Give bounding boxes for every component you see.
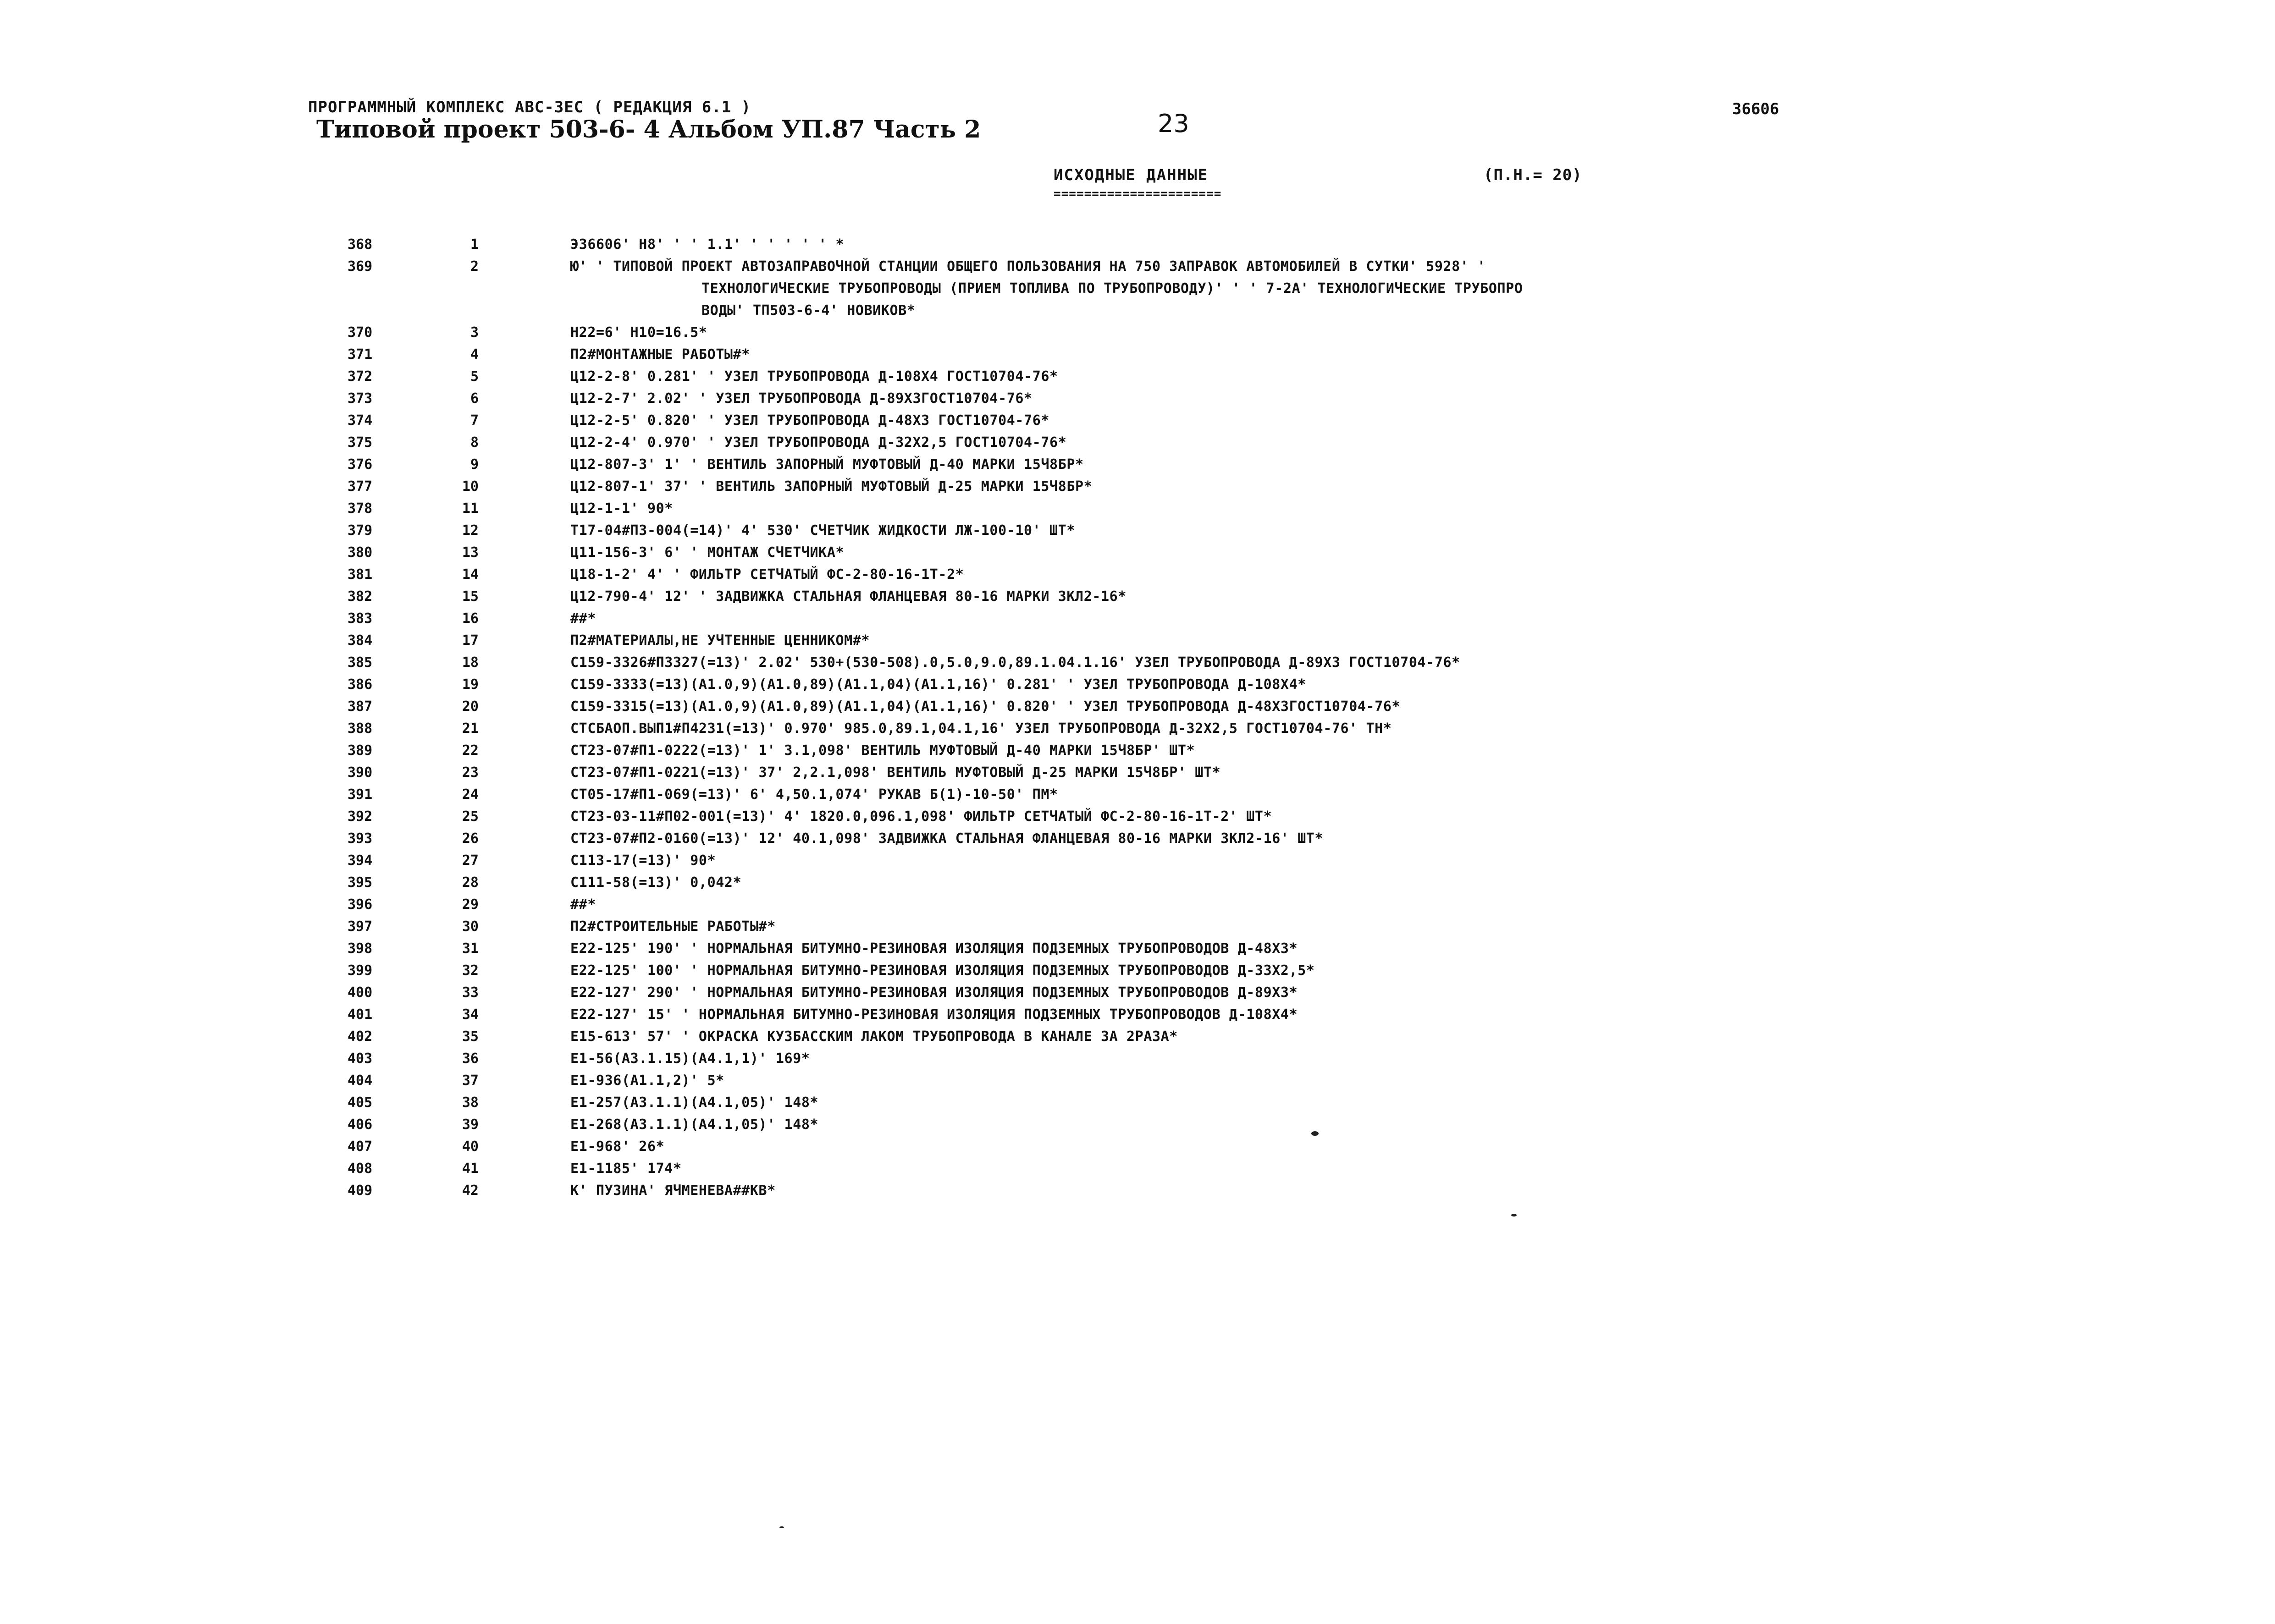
row-text: Е22-127' 15' ' НОРМАЛЬНАЯ БИТУМНО-РЕЗИНОВАЯ ИЗОЛЯЦИЯ ПОДЗЕМНЫХ ТРУБОПРОВОДОВ Д-108Х4* [570, 1007, 1298, 1023]
line-number: 394 [348, 853, 373, 869]
sequence-number: 12 [462, 523, 479, 539]
row-text: С159-3326#П3327(=13)' 2.02' 530+(530-508).0,5.0,9.0,89.1.04.1.16' УЗЕЛ ТРУБОПРОВОДА Д-89Х3 ГОСТ10704-76* [570, 655, 1460, 671]
row-text: СТ05-17#П1-069(=13)' 6' 4,50.1,074' РУКАВ Б(1)-10-50' ПМ* [570, 787, 1058, 803]
project-title: Типовой проект 503-6- 4 Альбом УП.87 Часть 2 [316, 116, 981, 143]
line-number: 400 [348, 985, 373, 1001]
row-text: Ц12-1-1' 90* [570, 501, 673, 517]
line-number: 393 [348, 831, 373, 847]
line-number: 370 [348, 325, 373, 341]
line-number: 377 [348, 479, 373, 495]
line-number: 385 [348, 655, 373, 671]
line-number: 398 [348, 941, 373, 957]
line-number: 409 [348, 1183, 373, 1199]
form-number: (П.Н.= 20) [1484, 166, 1582, 184]
sequence-number: 15 [462, 589, 479, 605]
line-number: 408 [348, 1161, 373, 1177]
section-title: ИСХОДНЫЕ ДАННЫЕ [1054, 166, 1209, 184]
row-text: ##* [570, 897, 596, 913]
line-number: 387 [348, 699, 373, 715]
line-number: 376 [348, 457, 373, 473]
row-text: П2#МОНТАЖНЫЕ РАБОТЫ#* [570, 347, 750, 363]
sequence-number: 30 [462, 919, 479, 935]
line-number: 374 [348, 413, 373, 429]
row-text: Е22-125' 100' ' НОРМАЛЬНАЯ БИТУМНО-РЕЗИНОВАЯ ИЗОЛЯЦИЯ ПОДЗЕМНЫХ ТРУБОПРОВОДОВ Д-33Х2,5* [570, 963, 1315, 979]
sequence-number: 14 [462, 567, 479, 583]
row-text: Ц12-790-4' 12' ' ЗАДВИЖКА СТАЛЬНАЯ ФЛАНЦЕВАЯ 80-16 МАРКИ ЗКЛ2-16* [570, 589, 1126, 605]
sequence-number: 31 [462, 941, 479, 957]
page-number: 23 [1158, 109, 1189, 138]
line-number: 368 [348, 237, 373, 253]
sequence-number: 28 [462, 875, 479, 891]
row-text: Ц12-2-7' 2.02' ' УЗЕЛ ТРУБОПРОВОДА Д-89Х3ГОСТ10704-76* [570, 391, 1033, 407]
sequence-number: 25 [462, 809, 479, 825]
sequence-number: 26 [462, 831, 479, 847]
line-number: 407 [348, 1139, 373, 1155]
sequence-number: 35 [462, 1029, 479, 1045]
line-number: 403 [348, 1051, 373, 1067]
row-text: С113-17(=13)' 90* [570, 853, 716, 869]
sequence-number: 16 [462, 611, 479, 627]
sequence-number: 2 [470, 259, 479, 275]
row-text: С159-3333(=13)(А1.0,9)(А1.0,89)(А1.1,04)(А1.1,16)' 0.281' ' УЗЕЛ ТРУБОПРОВОДА Д-108Х4* [570, 677, 1306, 693]
line-number: 396 [348, 897, 373, 913]
line-number: 383 [348, 611, 373, 627]
line-number: 379 [348, 523, 373, 539]
sequence-number: 18 [462, 655, 479, 671]
line-number: 390 [348, 765, 373, 781]
sequence-number: 7 [470, 413, 479, 429]
line-number: 397 [348, 919, 373, 935]
sequence-number: 11 [462, 501, 479, 517]
scan-speck [779, 1526, 784, 1528]
scan-speck [1511, 1214, 1517, 1217]
line-number: 372 [348, 369, 373, 385]
scan-speck [1311, 1131, 1319, 1136]
row-text: Ц12-2-5' 0.820' ' УЗЕЛ ТРУБОПРОВОДА Д-48Х3 ГОСТ10704-76* [570, 413, 1050, 429]
sequence-number: 19 [462, 677, 479, 693]
row-text: Н22=6' Н10=16.5* [570, 325, 707, 341]
sequence-number: 8 [470, 435, 479, 451]
line-number: 406 [348, 1117, 373, 1133]
sequence-number: 32 [462, 963, 479, 979]
sequence-number: 34 [462, 1007, 479, 1023]
sequence-number: 17 [462, 633, 479, 649]
line-number: 386 [348, 677, 373, 693]
sequence-number: 41 [462, 1161, 479, 1177]
row-text: Е1-1185' 174* [570, 1161, 682, 1177]
line-number: 371 [348, 347, 373, 363]
row-text: Ц12-2-4' 0.970' ' УЗЕЛ ТРУБОПРОВОДА Д-32Х2,5 ГОСТ10704-76* [570, 435, 1067, 451]
sequence-number: 36 [462, 1051, 479, 1067]
line-number: 404 [348, 1073, 373, 1089]
row-text: Э36606' Н8' ' ' 1.1' ' ' ' ' ' * [570, 237, 845, 253]
row-text-continuation: ВОДЫ' ТП503-6-4' НОВИКОВ* [701, 303, 916, 319]
line-number: 405 [348, 1095, 373, 1111]
row-text: СТ23-07#П1-0221(=13)' 37' 2,2.1,098' ВЕНТИЛЬ МУФТОВЫЙ Д-25 МАРКИ 15Ч8БР' ШТ* [570, 765, 1221, 781]
row-text: Е22-127' 290' ' НОРМАЛЬНАЯ БИТУМНО-РЕЗИНОВАЯ ИЗОЛЯЦИЯ ПОДЗЕМНЫХ ТРУБОПРОВОДОВ Д-89Х3* [570, 985, 1298, 1001]
line-number: 384 [348, 633, 373, 649]
sequence-number: 23 [462, 765, 479, 781]
sequence-number: 21 [462, 721, 479, 737]
row-text: Ц12-807-3' 1' ' ВЕНТИЛЬ ЗАПОРНЫЙ МУФТОВЫЙ Д-40 МАРКИ 15Ч8БР* [570, 457, 1084, 473]
program-header: ПРОГРАММНЫЙ КОМПЛЕКС АВС-3ЕС ( РЕДАКЦИЯ 6.1 ) [308, 98, 751, 116]
sequence-number: 4 [470, 347, 479, 363]
sequence-number: 29 [462, 897, 479, 913]
sequence-number: 27 [462, 853, 479, 869]
sequence-number: 1 [470, 237, 479, 253]
sequence-number: 13 [462, 545, 479, 561]
line-number: 389 [348, 743, 373, 759]
row-text: Е1-257(А3.1.1)(А4.1,05)' 148* [570, 1095, 819, 1111]
sequence-number: 5 [470, 369, 479, 385]
row-text: Е1-968' 26* [570, 1139, 665, 1155]
row-text: П2#СТРОИТЕЛЬНЫЕ РАБОТЫ#* [570, 919, 776, 935]
row-text: Е1-56(А3.1.15)(А4.1,1)' 169* [570, 1051, 810, 1067]
sequence-number: 40 [462, 1139, 479, 1155]
row-text: ##* [570, 611, 596, 627]
line-number: 375 [348, 435, 373, 451]
row-text: Т17-04#П3-004(=14)' 4' 530' СЧЕТЧИК ЖИДКОСТИ ЛЖ-100-10' ШТ* [570, 523, 1076, 539]
row-text-continuation: ТЕХНОЛОГИЧЕСКИЕ ТРУБОПРОВОДЫ (ПРИЕМ ТОПЛИВА ПО ТРУБОПРОВОДУ)' ' ' 7-2А' ТЕХНОЛОГИЧЕСКИЕ ТРУБОПРО [701, 281, 1523, 297]
section-title-underline: ====================== [1054, 187, 1222, 201]
line-number: 392 [348, 809, 373, 825]
sequence-number: 9 [470, 457, 479, 473]
row-text: СТ23-03-11#П02-001(=13)' 4' 1820.0,096.1,098' ФИЛЬТР СЕТЧАТЫЙ ФС-2-80-16-1Т-2' ШТ* [570, 809, 1272, 825]
line-number: 399 [348, 963, 373, 979]
line-number: 402 [348, 1029, 373, 1045]
line-number: 381 [348, 567, 373, 583]
row-text: С159-3315(=13)(А1.0,9)(А1.0,89)(А1.1,04)(А1.1,16)' 0.820' ' УЗЕЛ ТРУБОПРОВОДА Д-48Х3ГОСТ10704-76* [570, 699, 1401, 715]
sequence-number: 22 [462, 743, 479, 759]
row-text: СТ23-07#П1-0222(=13)' 1' 3.1,098' ВЕНТИЛЬ МУФТОВЫЙ Д-40 МАРКИ 15Ч8БР' ШТ* [570, 743, 1195, 759]
row-text: Ц12-807-1' 37' ' ВЕНТИЛЬ ЗАПОРНЫЙ МУФТОВЫЙ Д-25 МАРКИ 15Ч8БР* [570, 479, 1093, 495]
line-number: 388 [348, 721, 373, 737]
row-text: С111-58(=13)' 0,042* [570, 875, 742, 891]
sequence-number: 42 [462, 1183, 479, 1199]
row-text: Е15-613' 57' ' ОКРАСКА КУЗБАССКИМ ЛАКОМ ТРУБОПРОВОДА В КАНАЛЕ ЗА 2РАЗА* [570, 1029, 1178, 1045]
sequence-number: 24 [462, 787, 479, 803]
row-text: Е1-936(А1.1,2)' 5* [570, 1073, 724, 1089]
sequence-number: 37 [462, 1073, 479, 1089]
row-text: П2#МАТЕРИАЛЫ,НЕ УЧТЕННЫЕ ЦЕННИКОМ#* [570, 633, 870, 649]
document-code: 36606 [1732, 100, 1779, 118]
line-number: 380 [348, 545, 373, 561]
row-text: СТ23-07#П2-0160(=13)' 12' 40.1,098' ЗАДВИЖКА СТАЛЬНАЯ ФЛАНЦЕВАЯ 80-16 МАРКИ ЗКЛ2-16' ШТ* [570, 831, 1324, 847]
line-number: 395 [348, 875, 373, 891]
sequence-number: 3 [470, 325, 479, 341]
line-number: 369 [348, 259, 373, 275]
row-text: Е22-125' 190' ' НОРМАЛЬНАЯ БИТУМНО-РЕЗИНОВАЯ ИЗОЛЯЦИЯ ПОДЗЕМНЫХ ТРУБОПРОВОДОВ Д-48Х3* [570, 941, 1298, 957]
row-text: СТСБАОП.ВЫП1#П4231(=13)' 0.970' 985.0,89.1,04.1,16' УЗЕЛ ТРУБОПРОВОДА Д-32Х2,5 ГОСТ10704-76' ТН* [570, 721, 1392, 737]
row-text: Ц12-2-8' 0.281' ' УЗЕЛ ТРУБОПРОВОДА Д-108Х4 ГОСТ10704-76* [570, 369, 1058, 385]
line-number: 378 [348, 501, 373, 517]
sequence-number: 6 [470, 391, 479, 407]
sequence-number: 38 [462, 1095, 479, 1111]
line-number: 401 [348, 1007, 373, 1023]
row-text: К' ПУЗИНА' ЯЧМЕНЕВА##КВ* [570, 1183, 776, 1199]
sequence-number: 39 [462, 1117, 479, 1133]
row-text: Ю' ' ТИПОВОЙ ПРОЕКТ АВТОЗАПРАВОЧНОЙ СТАНЦИИ ОБЩЕГО ПОЛЬЗОВАНИЯ НА 750 ЗАПРАВОК АВТОМОБИЛЕЙ В СУТКИ' 5928' ' [570, 259, 1486, 275]
row-text: Ц11-156-3' 6' ' МОНТАЖ СЧЕТЧИКА* [570, 545, 845, 561]
sequence-number: 20 [462, 699, 479, 715]
line-number: 382 [348, 589, 373, 605]
sequence-number: 10 [462, 479, 479, 495]
row-text: Ц18-1-2' 4' ' ФИЛЬТР СЕТЧАТЫЙ ФС-2-80-16-1Т-2* [570, 567, 964, 583]
line-number: 391 [348, 787, 373, 803]
sequence-number: 33 [462, 985, 479, 1001]
row-text: Е1-268(А3.1.1)(А4.1,05)' 148* [570, 1117, 819, 1133]
line-number: 373 [348, 391, 373, 407]
